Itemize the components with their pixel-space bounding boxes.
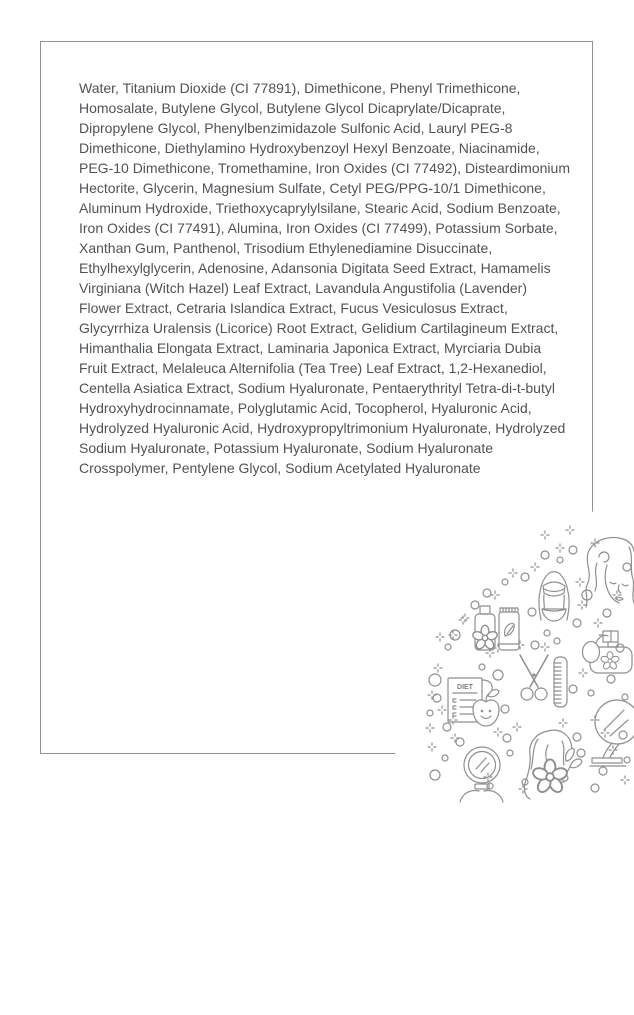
sparkle-icon [566,526,574,534]
decor-circle [531,641,539,649]
decor-circle [569,546,577,554]
decor-circle [502,579,508,585]
diet-plan-icon [448,678,499,726]
sparkle-icon [576,578,584,586]
sparkle-icon [438,706,446,714]
decor-circle [479,664,485,670]
sparkle-icon [434,664,442,672]
sparkle-icon [426,724,434,732]
decor-circle [501,705,509,713]
decor-circle [430,770,440,780]
sparkle-icon [541,531,549,539]
decor-circle [443,723,451,731]
ingredients-text: Water, Titanium Dioxide (CI 77891), Dimethicone, Phenyl Trimethicone, Homosalate, Butylene Glycol, Butylene Glycol Dicaprylate/Dicaprate, Dipropylene Glycol, Phenylbenzimidazole Sulfonic Acid, Lauryl PEG-8 Dimethicone, Diethylamino Hydroxybenzoyl Hexyl Benzoate, Niacinamide, PEG-10 Dimethicone, Tromethamine, Iron Oxides (CI 77492), Disteardimonium Hectorite, Glycerin, Magnesium Sulfate, Cetyl PEG/PPG-10/1 Dimethicone, Aluminum Hydroxide, Triethoxycaprylylsilane, Stearic Acid, Sodium Benzoate, Iron Oxides (CI 77491), Alumina, Iron Oxides (CI 77499), Potassium Sorbate, Xanthan Gum, Panthenol, Trisodium Ethylenediamine Disuccinate, Ethylhexylglycerin, Adenosine, Adansonia Digitata Seed Extract, Hamamelis Virginiana (Witch Hazel) Leaf Extract, Lavandula Angustifolia (Lavender) Flower Extract, Cetraria Islandica Extract, Fucus Vesiculosus Extract, Glycyrrhiza Uralensis (Licorice) Root Extract, Gelidium Cartilagineum Extract, Himanthalia Elongata Extract, Laminaria Japonica Extract, Myrciaria Dubia Fruit Extract, Melaleuca Alternifolia (Tea Tree) Leaf Extract, 1,2-Hexanediol, Centella Asiatica Extract, Sodium Hyaluronate, Pentaerythrityl Tetra-di-t-butyl Hydroxyhydrocinnamate, Polyglutamic Acid, Tocopherol, Hyaluronic Acid, Hydrolyzed Hyaluronic Acid, Hydroxypropyltrimonium Hyaluronate, Hydrolyzed Sodium Hyaluronate, Potassium Hyaluronate, Sodium Hyaluronate Crosspolymer, Pentylene Glycol, Sodium Acetylated Hyaluronate [79,80,570,476]
decor-circle [619,731,627,739]
sparkle-icon [491,591,499,599]
decor-circle [622,694,628,700]
sparkle-icon [531,563,539,571]
decor-circle [569,685,577,693]
woman-with-flower-icon [524,730,582,799]
decor-circle [503,734,511,742]
sparkle-icon [559,719,567,727]
vanity-mirror-icon [590,700,634,766]
perfume-atomizer-icon [583,631,633,673]
sparkle-icon [428,691,436,699]
decor-circle [429,674,441,686]
sparkle-icon [494,728,502,736]
decor-circle [456,738,464,746]
decor-circle [573,619,581,627]
decor-circle [521,573,529,581]
decor-circle [445,644,451,650]
sparkle-icon [541,643,549,651]
sparkle-icon [436,633,444,641]
decor-circle [471,601,479,609]
decor-circle [616,644,624,652]
sparkle-icon [449,716,457,724]
decor-circle [573,733,581,741]
sparkle-icon [621,776,629,784]
sparkle-icon [509,569,517,577]
decor-circle [623,563,631,571]
sparkle-icon [461,614,469,622]
decor-circle [544,630,550,636]
decor-circle [442,755,448,761]
decor-circle [624,757,630,763]
sparkle-icon [451,734,459,742]
sparkle-icon [428,743,436,751]
woman-body-icon [539,572,569,621]
cosmetic-bottles-icon [472,606,519,651]
decor-circle [493,670,503,680]
decor-circle [541,551,549,559]
woman-face-icon [586,538,634,607]
decor-circle [599,767,607,775]
decor-circle [577,749,585,757]
sparkle-icon [579,669,587,677]
decor-circle [557,557,563,563]
decor-circle [427,710,433,716]
diet-label: DIET [457,684,473,691]
sparkle-icon [556,544,564,552]
decor-circle [607,675,615,683]
sparkle-icon [578,601,586,609]
decor-circle [591,784,599,792]
decor-circle [603,609,611,617]
sparkle-icon [459,616,467,624]
scissors-and-comb-icon [520,655,567,707]
beauty-illustration [395,505,634,1015]
sparkle-icon [513,723,521,731]
decor-circle [528,608,536,616]
sparkle-icon [594,619,602,627]
decor-circle [507,750,513,756]
sparkles-and-dots-group [426,526,631,793]
decor-circle [554,638,560,644]
sparkle-icon [519,785,527,793]
decor-circle [588,690,594,696]
decor-circle [483,589,491,597]
sparkle-icon [601,729,609,737]
compact-mirror-icon [460,747,503,802]
